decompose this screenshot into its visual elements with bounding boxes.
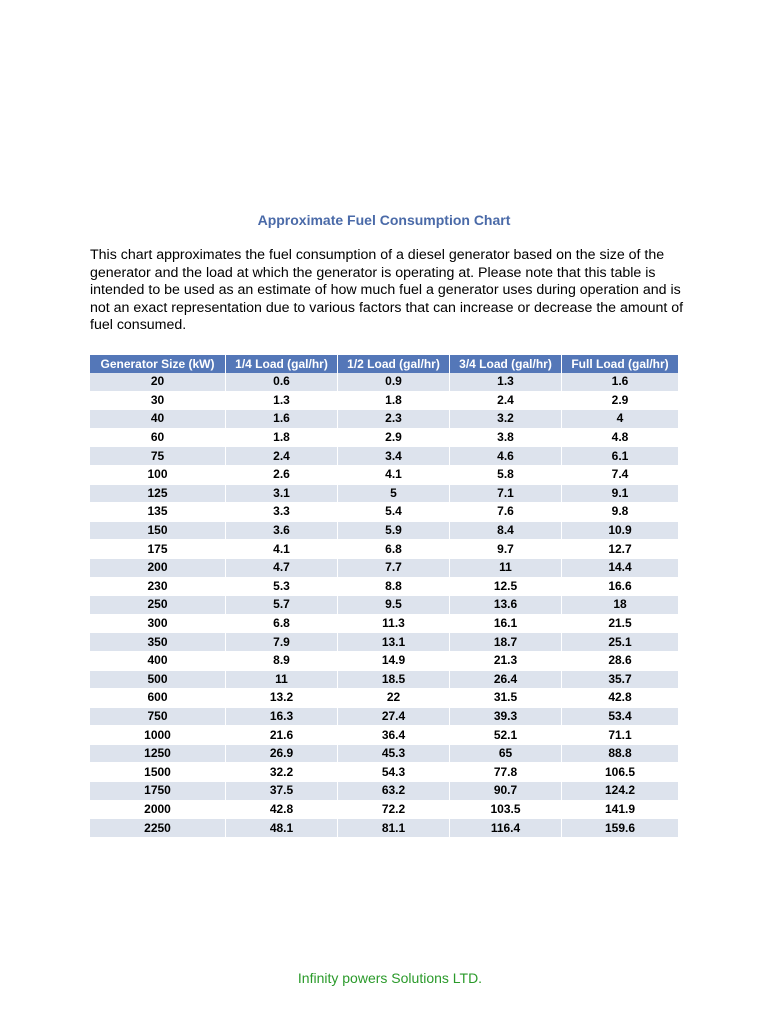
cell-full-load: 25.1 — [562, 633, 678, 652]
cell-three-quarter-load: 13.6 — [450, 596, 562, 615]
cell-half-load: 27.4 — [338, 708, 450, 727]
cell-quarter-load: 7.9 — [226, 633, 338, 652]
cell-quarter-load: 8.9 — [226, 652, 338, 671]
table-row — [90, 726, 678, 745]
table-row — [90, 819, 678, 838]
cell-generator-size: 30 — [90, 392, 226, 411]
table-row — [90, 652, 678, 671]
cell-half-load: 5.4 — [338, 503, 450, 522]
cell-half-load: 3.4 — [338, 447, 450, 466]
cell-full-load: 6.1 — [562, 447, 678, 466]
cell-generator-size: 230 — [90, 578, 226, 597]
cell-half-load: 72.2 — [338, 801, 450, 820]
cell-quarter-load: 37.5 — [226, 782, 338, 801]
cell-half-load: 81.1 — [338, 819, 450, 838]
cell-generator-size: 75 — [90, 447, 226, 466]
cell-quarter-load: 3.1 — [226, 485, 338, 504]
table-row — [90, 540, 678, 559]
cell-quarter-load: 32.2 — [226, 763, 338, 782]
cell-three-quarter-load: 90.7 — [450, 782, 562, 801]
cell-generator-size: 500 — [90, 671, 226, 690]
table-row — [90, 503, 678, 522]
cell-generator-size: 100 — [90, 466, 226, 485]
cell-generator-size: 1250 — [90, 745, 226, 764]
cell-generator-size: 60 — [90, 429, 226, 448]
header-quarter-load: 1/4 Load (gal/hr) — [226, 355, 338, 373]
cell-full-load: 7.4 — [562, 466, 678, 485]
cell-quarter-load: 2.4 — [226, 447, 338, 466]
fuel-consumption-table — [90, 355, 678, 838]
table-row — [90, 633, 678, 652]
cell-half-load: 6.8 — [338, 540, 450, 559]
cell-quarter-load: 5.7 — [226, 596, 338, 615]
cell-three-quarter-load: 4.6 — [450, 447, 562, 466]
cell-full-load: 71.1 — [562, 726, 678, 745]
cell-half-load: 9.5 — [338, 596, 450, 615]
cell-quarter-load: 13.2 — [226, 689, 338, 708]
table-row — [90, 745, 678, 764]
cell-generator-size: 40 — [90, 410, 226, 429]
cell-half-load: 54.3 — [338, 763, 450, 782]
table-row — [90, 596, 678, 615]
cell-quarter-load: 4.1 — [226, 540, 338, 559]
cell-three-quarter-load: 103.5 — [450, 801, 562, 820]
cell-quarter-load: 11 — [226, 671, 338, 690]
intro-paragraph: This chart approximates the fuel consumption of a diesel generator based on the size of the generator and the load at which the generator is operating at. Please note that this table is intended to be used as an estimate of how much fuel a generator uses during operation and is not an exact representation due to various factors that can increase or decrease the amount of fuel consumed. — [90, 247, 684, 334]
cell-full-load: 14.4 — [562, 559, 678, 578]
cell-three-quarter-load: 18.7 — [450, 633, 562, 652]
table-row — [90, 763, 678, 782]
cell-generator-size: 600 — [90, 689, 226, 708]
cell-quarter-load: 21.6 — [226, 726, 338, 745]
cell-three-quarter-load: 5.8 — [450, 466, 562, 485]
table-row — [90, 466, 678, 485]
cell-quarter-load: 26.9 — [226, 745, 338, 764]
table-row — [90, 429, 678, 448]
cell-quarter-load: 48.1 — [226, 819, 338, 838]
cell-three-quarter-load: 2.4 — [450, 392, 562, 411]
cell-three-quarter-load: 65 — [450, 745, 562, 764]
table-body — [90, 373, 678, 838]
cell-full-load: 4.8 — [562, 429, 678, 448]
cell-full-load: 106.5 — [562, 763, 678, 782]
cell-full-load: 4 — [562, 410, 678, 429]
cell-quarter-load: 1.8 — [226, 429, 338, 448]
cell-three-quarter-load: 12.5 — [450, 578, 562, 597]
cell-half-load: 45.3 — [338, 745, 450, 764]
cell-half-load: 1.8 — [338, 392, 450, 411]
cell-three-quarter-load: 116.4 — [450, 819, 562, 838]
cell-generator-size: 200 — [90, 559, 226, 578]
cell-full-load: 10.9 — [562, 522, 678, 541]
table-row — [90, 782, 678, 801]
cell-generator-size: 135 — [90, 503, 226, 522]
cell-generator-size: 2250 — [90, 819, 226, 838]
cell-half-load: 8.8 — [338, 578, 450, 597]
table-row — [90, 522, 678, 541]
cell-three-quarter-load: 39.3 — [450, 708, 562, 727]
cell-quarter-load: 4.7 — [226, 559, 338, 578]
cell-generator-size: 1000 — [90, 726, 226, 745]
cell-quarter-load: 1.6 — [226, 410, 338, 429]
cell-quarter-load: 3.6 — [226, 522, 338, 541]
cell-generator-size: 300 — [90, 615, 226, 634]
cell-half-load: 5 — [338, 485, 450, 504]
cell-three-quarter-load: 3.8 — [450, 429, 562, 448]
cell-three-quarter-load: 31.5 — [450, 689, 562, 708]
cell-three-quarter-load: 26.4 — [450, 671, 562, 690]
table-row — [90, 615, 678, 634]
cell-full-load: 28.6 — [562, 652, 678, 671]
cell-full-load: 21.5 — [562, 615, 678, 634]
cell-generator-size: 1750 — [90, 782, 226, 801]
table-row — [90, 485, 678, 504]
cell-full-load: 159.6 — [562, 819, 678, 838]
cell-three-quarter-load: 11 — [450, 559, 562, 578]
cell-three-quarter-load: 3.2 — [450, 410, 562, 429]
table-row — [90, 373, 678, 392]
cell-generator-size: 750 — [90, 708, 226, 727]
header-full-load: Full Load (gal/hr) — [562, 355, 678, 373]
cell-generator-size: 20 — [90, 373, 226, 392]
cell-full-load: 53.4 — [562, 708, 678, 727]
cell-three-quarter-load: 8.4 — [450, 522, 562, 541]
cell-half-load: 7.7 — [338, 559, 450, 578]
cell-full-load: 124.2 — [562, 782, 678, 801]
cell-three-quarter-load: 9.7 — [450, 540, 562, 559]
cell-half-load: 11.3 — [338, 615, 450, 634]
header-generator-size: Generator Size (kW) — [90, 355, 226, 373]
cell-full-load: 9.8 — [562, 503, 678, 522]
cell-quarter-load: 16.3 — [226, 708, 338, 727]
cell-quarter-load: 42.8 — [226, 801, 338, 820]
cell-quarter-load: 3.3 — [226, 503, 338, 522]
cell-three-quarter-load: 7.6 — [450, 503, 562, 522]
cell-half-load: 22 — [338, 689, 450, 708]
cell-full-load: 16.6 — [562, 578, 678, 597]
cell-half-load: 36.4 — [338, 726, 450, 745]
cell-generator-size: 175 — [90, 540, 226, 559]
cell-generator-size: 125 — [90, 485, 226, 504]
cell-generator-size: 350 — [90, 633, 226, 652]
cell-quarter-load: 1.3 — [226, 392, 338, 411]
table-row — [90, 578, 678, 597]
table-row — [90, 801, 678, 820]
cell-half-load: 0.9 — [338, 373, 450, 392]
header-half-load: 1/2 Load (gal/hr) — [338, 355, 450, 373]
cell-full-load: 1.6 — [562, 373, 678, 392]
cell-generator-size: 2000 — [90, 801, 226, 820]
cell-half-load: 2.9 — [338, 429, 450, 448]
table-row — [90, 671, 678, 690]
cell-half-load: 13.1 — [338, 633, 450, 652]
cell-quarter-load: 2.6 — [226, 466, 338, 485]
table-header-row — [90, 355, 678, 373]
company-footer: Infinity powers Solutions LTD. — [297, 970, 483, 986]
cell-quarter-load: 6.8 — [226, 615, 338, 634]
table-row — [90, 410, 678, 429]
cell-three-quarter-load: 21.3 — [450, 652, 562, 671]
header-three-quarter-load: 3/4 Load (gal/hr) — [450, 355, 562, 373]
cell-quarter-load: 0.6 — [226, 373, 338, 392]
cell-full-load: 35.7 — [562, 671, 678, 690]
page-title: Approximate Fuel Consumption Chart — [257, 212, 511, 228]
cell-three-quarter-load: 77.8 — [450, 763, 562, 782]
cell-three-quarter-load: 52.1 — [450, 726, 562, 745]
cell-full-load: 88.8 — [562, 745, 678, 764]
cell-full-load: 42.8 — [562, 689, 678, 708]
cell-half-load: 5.9 — [338, 522, 450, 541]
cell-generator-size: 400 — [90, 652, 226, 671]
cell-quarter-load: 5.3 — [226, 578, 338, 597]
cell-three-quarter-load: 1.3 — [450, 373, 562, 392]
table-row — [90, 689, 678, 708]
cell-half-load: 2.3 — [338, 410, 450, 429]
table-row — [90, 447, 678, 466]
cell-half-load: 18.5 — [338, 671, 450, 690]
cell-three-quarter-load: 16.1 — [450, 615, 562, 634]
cell-full-load: 9.1 — [562, 485, 678, 504]
cell-full-load: 12.7 — [562, 540, 678, 559]
cell-full-load: 141.9 — [562, 801, 678, 820]
table-row — [90, 559, 678, 578]
cell-half-load: 63.2 — [338, 782, 450, 801]
cell-full-load: 18 — [562, 596, 678, 615]
table-row — [90, 708, 678, 727]
cell-half-load: 14.9 — [338, 652, 450, 671]
cell-generator-size: 1500 — [90, 763, 226, 782]
table-row — [90, 392, 678, 411]
cell-three-quarter-load: 7.1 — [450, 485, 562, 504]
cell-generator-size: 250 — [90, 596, 226, 615]
cell-generator-size: 150 — [90, 522, 226, 541]
cell-full-load: 2.9 — [562, 392, 678, 411]
cell-half-load: 4.1 — [338, 466, 450, 485]
